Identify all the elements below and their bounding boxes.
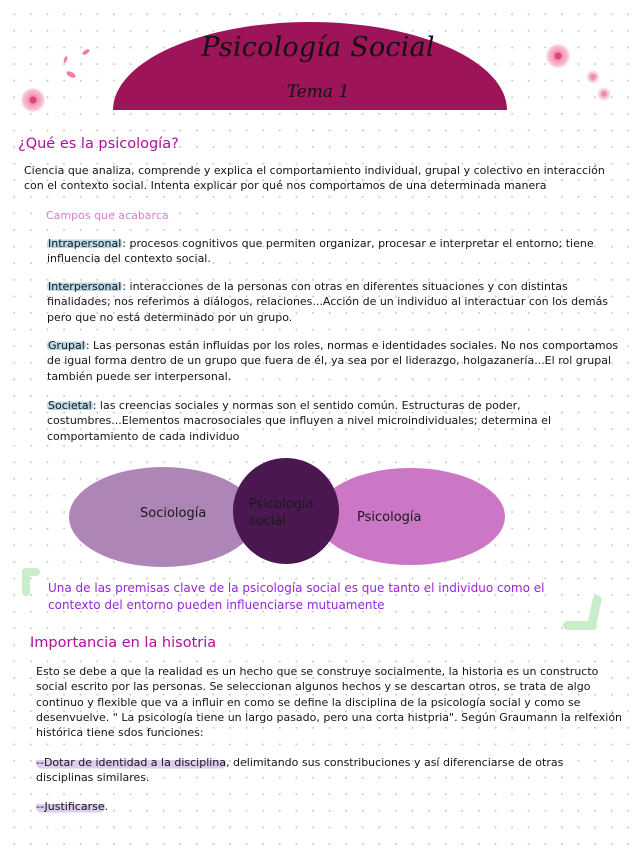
field-text: pero que no está determinado por un grupo. [47, 310, 293, 324]
intro-line: Ciencia que analiza, comprende y explica el comportamiento individual, grupal y colectivo en interacción [24, 164, 605, 177]
bracket-decoration [22, 568, 40, 576]
field-term: Grupal [48, 339, 85, 352]
cherry-blossom-icon [597, 87, 611, 101]
field-text: de igual forma dentro de un grupo que fuera de él, ya sea por el liderazgo, holgazanería...El rol grupal [47, 354, 612, 368]
cherry-blossom-icon [586, 70, 600, 84]
cherry-blossom-icon [21, 88, 45, 112]
field-term: Societal [48, 399, 92, 412]
function-1 [36, 755, 626, 786]
page-subtitle: Tema 1 [286, 82, 350, 102]
paragraph-line: desenvuelve. " La psicología tiene un largo pasado, pero una corta histpria". Según Graumann la relfexión [36, 710, 623, 724]
field-text: : Las personas están influidas por los roles, normas e identidades sociales. No nos comportamos [85, 339, 619, 352]
field-interpersonal [47, 279, 622, 325]
paragraph-line: continuo y flexible que va a influir en como se define la disciplina de la psicología social y como se [36, 695, 581, 709]
fields-subheading: Campos que acabarca [46, 209, 169, 222]
paragraph-line: social escrito por las personas. Se seleccionan algunos hechos y se descartan otros, se trata de algo [36, 680, 591, 694]
field-societal [47, 398, 622, 444]
field-text: comportamiento de cada individuo [47, 429, 240, 443]
function-term: --Dotar de identidad a la disciplina [36, 756, 227, 769]
field-term: Intrapersonal [48, 237, 122, 250]
center-label-line: social [249, 514, 287, 529]
function-2 [36, 799, 626, 814]
psicologia-social-label [249, 496, 314, 530]
function-text: . [104, 800, 109, 813]
section-heading-que-es: ¿Qué es la psicología? [18, 136, 179, 152]
field-term: Interpersonal [48, 280, 122, 293]
psicologia-label: Psicología [357, 510, 422, 525]
center-label-line: Psicología [249, 497, 314, 512]
field-text: influencia del contexto social. [47, 252, 211, 266]
function-text: disciplinas similares. [36, 771, 150, 785]
petal-icon [65, 70, 76, 79]
function-text: , delimitando sus constribuciones y así diferenciarse de otras [226, 756, 564, 769]
intro-line: con el contexto social. Intenta explicar por qué nos comportamos de una determinada manera [24, 179, 547, 193]
cherry-blossom-icon [546, 44, 570, 68]
page-title: Psicología Social [201, 32, 435, 63]
quote-line: contexto del entorno pueden influenciarse mutuamente [48, 597, 385, 612]
intro-paragraph [24, 163, 624, 194]
field-text: costumbres...Elementos macrosociales que influyen a nivel microindividuales; determina el [47, 414, 551, 428]
section-heading-importancia: Importancia en la hisotria [30, 635, 217, 651]
history-paragraph [36, 664, 626, 740]
sociologia-label: Sociología [140, 506, 207, 521]
field-intrapersonal [47, 236, 617, 267]
field-text: : procesos cognitivos que permiten organizar, procesar e interpretar el entorno; tiene [122, 237, 594, 250]
quote-line: Una de las premisas clave de la psicología social es que tanto el individuo como el [48, 581, 545, 595]
bracket-decoration [563, 621, 597, 630]
field-text: : interacciones de la personas con otras en diferentes situaciones y con distintas [122, 280, 568, 293]
key-premise-quote [48, 580, 568, 613]
field-text: finalidades; nos referimos a diálogos, relaciones...Acción de un individuo al interactuar con los demás [47, 295, 609, 309]
field-text: : las creencias sociales y normas son el sentido común. Estructuras de poder, [92, 399, 521, 412]
paragraph-line: histórica tiene sdos funciones: [36, 726, 204, 740]
field-text: también puede ser interpersonal. [47, 369, 232, 383]
function-term: --Justificarse [36, 800, 105, 813]
field-grupal [47, 338, 622, 384]
paragraph-line: Esto se debe a que la realidad es un hecho que se construye socialmente, la historia es un constructo [36, 665, 599, 678]
